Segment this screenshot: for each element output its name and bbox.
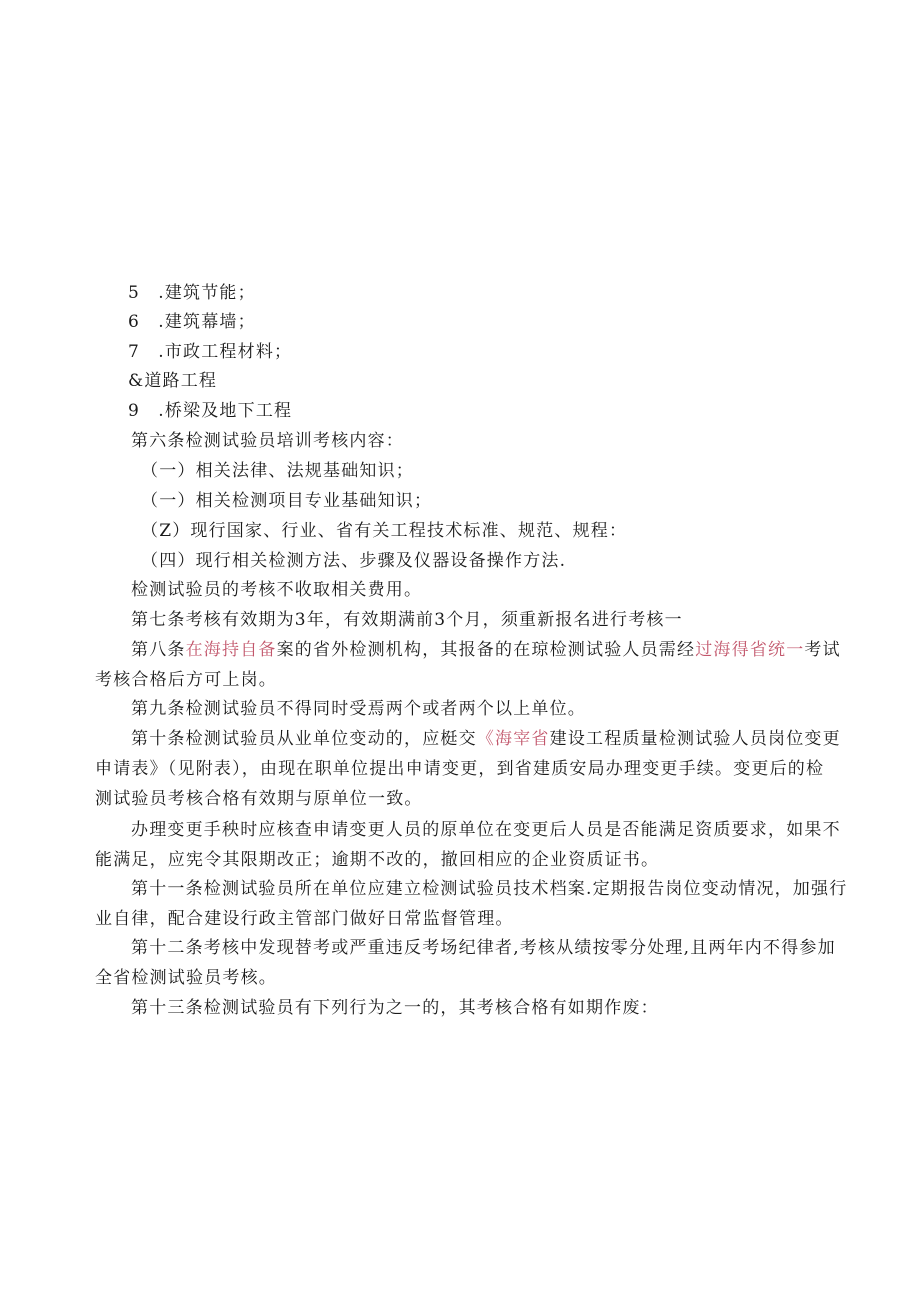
article-6-item-2: （一）相关检测项目专业基础知识； xyxy=(141,491,433,511)
article-8-line-2: 考核合格后方可上岗。 xyxy=(95,670,277,690)
article-13: 第十三条检测试验员有下列行为之一的，其考核合格有如期作废： xyxy=(131,998,659,1018)
change-procedure-line-2: 能满足，应宪令其限期改正；逾期不改的，撤回相应的企业资质证书。 xyxy=(95,850,660,870)
article-8-text-1: 第八条 xyxy=(131,640,186,660)
article-12-line-1: 第十二条考核中发现替考或严重违反考场纪律者,考核从绩按零分处理,且两年内不得参加 xyxy=(131,938,836,958)
article-8-line-1 xyxy=(131,639,841,661)
article-11-line-2: 业自律，配合建设行政主管部门做好日常监督管理。 xyxy=(95,909,514,929)
change-procedure-line-1: 办理变更手秧时应核查申请变更人员的原单位在变更后人员是否能满足资质要求，如果不 xyxy=(131,820,841,840)
fee-note: 检测试验员的考核不收取相关费用。 xyxy=(131,580,423,600)
article-9: 第九条检测试验员不得同时受焉两个或者两个以上单位。 xyxy=(131,699,586,719)
article-11-line-1: 第十一条检测试验员所在单位应建立检测试验员技术档案.定期报告岗位变动情况，加强行 xyxy=(131,879,848,899)
article-10-line-1 xyxy=(131,728,841,750)
article-8-text-3: 考试 xyxy=(804,640,841,660)
article-8-text-2: 案的省外检测机构，其报备的在琼检测试验人员需经 xyxy=(276,640,696,660)
article-10-highlight-1: 《海宰省 xyxy=(476,729,550,749)
article-6-item-3: （Z）现行国家、行业、省有关工程技术标准、规范、规程： xyxy=(141,521,628,541)
list-item-8: &道路工程 xyxy=(128,371,218,391)
article-10-text-2: 建设工程质量检测试验人员岗位变更 xyxy=(549,729,841,749)
list-item-7: 7 .市政工程材料； xyxy=(128,342,293,362)
list-item-5: 5 .建筑节能； xyxy=(128,283,256,303)
article-6-title: 第六条检测试验员培训考核内容： xyxy=(131,431,404,451)
article-10-line-2: 申请表》（见附表），由现在职单位提出申请变更，到省建质安局办理变更手续。变更后的检 xyxy=(95,759,825,779)
article-12-line-2: 全省检测试验员考核。 xyxy=(95,968,277,988)
article-8-highlight-2: 过海得省统一 xyxy=(695,640,805,660)
list-item-6: 6 .建筑幕墙； xyxy=(128,312,256,332)
list-item-9: 9 .桥梁及地下工程 xyxy=(128,401,293,421)
article-10-line-3: 测试验员考核合格有效期与原单位一致。 xyxy=(95,789,423,809)
article-8-highlight-1: 在海持自备 xyxy=(185,640,277,660)
article-6-item-1: （一）相关法律、法规基础知识； xyxy=(141,461,414,481)
article-6-item-4: （四）现行相关检测方法、步骤及仪器设备操作方法. xyxy=(141,551,567,571)
article-10-text-1: 第十条检测试验员从业单位变动的，应梃交 xyxy=(131,729,477,749)
article-7: 第七条考核有效期为3年，有效期满前3个月，须重新报名进行考核一 xyxy=(131,610,683,630)
